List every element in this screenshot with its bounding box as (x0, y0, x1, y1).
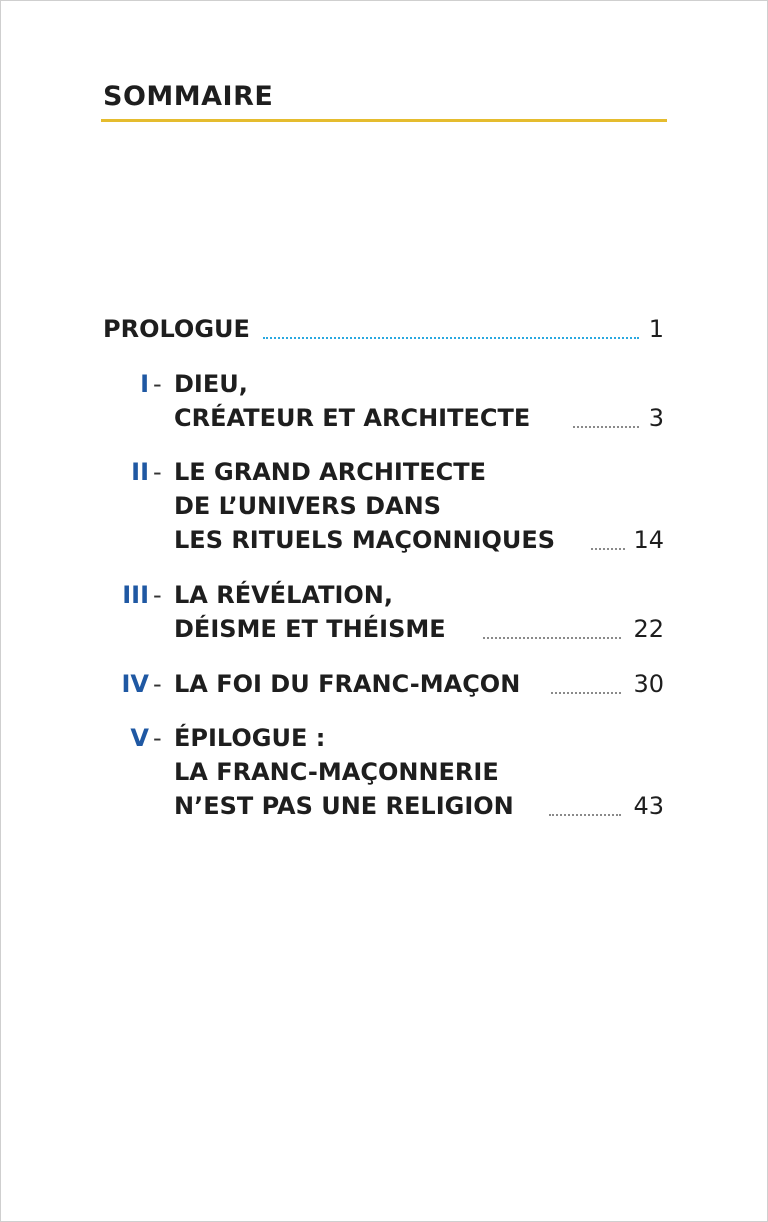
dot-leader (551, 692, 621, 694)
dot-leader (549, 814, 621, 816)
chapter-numeral: IV (121, 670, 149, 698)
chapter-numeral: V (130, 724, 149, 752)
chapter-numeral: II (131, 458, 149, 486)
toc-entry-5-cont[interactable] (1, 755, 768, 789)
toc-entry-5[interactable] (1, 721, 768, 755)
toc-entry-label: PROLOGUE (103, 315, 250, 343)
toc-entry-2[interactable] (1, 455, 768, 489)
toc-entry-line: LA FOI DU FRANC-MAÇON (174, 670, 521, 698)
dot-leader (263, 337, 639, 339)
dot-leader (483, 637, 621, 639)
numeral-separator: - (153, 370, 162, 398)
toc-entry-line: LES RITUELS MAÇONNIQUES (174, 526, 556, 554)
toc-entry-1-cont[interactable] (1, 401, 768, 435)
toc-page-number: 30 (633, 670, 664, 698)
chapter-numeral: I (140, 370, 149, 398)
toc-entry-line: LA RÉVÉLATION, (174, 581, 393, 609)
dot-leader (591, 548, 625, 550)
toc-entry-4[interactable] (1, 667, 768, 701)
numeral-separator: - (153, 581, 162, 609)
toc-entry-line: DÉISME ET THÉISME (174, 615, 446, 643)
toc-entry-2-cont[interactable] (1, 523, 768, 557)
toc-entry-line: ÉPILOGUE : (174, 724, 326, 752)
numeral-separator: - (153, 670, 162, 698)
dot-leader (573, 426, 639, 428)
toc-page-number: 43 (633, 792, 664, 820)
toc-entry-line: DE L’UNIVERS DANS (174, 492, 442, 520)
toc-entry-1[interactable] (1, 367, 768, 401)
toc-entry-5-cont[interactable] (1, 789, 768, 823)
toc-entry-prologue[interactable] (1, 312, 768, 346)
toc-entry-line: DIEU, (174, 370, 248, 398)
toc-entry-2-cont[interactable] (1, 489, 768, 523)
toc-entry-line: N’EST PAS UNE RELIGION (174, 792, 514, 820)
title-underline (101, 119, 667, 122)
page-title: SOMMAIRE (103, 81, 274, 112)
toc-entry-3-cont[interactable] (1, 612, 768, 646)
chapter-numeral: III (122, 581, 149, 609)
toc-page-number: 1 (648, 315, 664, 343)
toc-page-number: 14 (633, 526, 664, 554)
toc-page-number: 3 (648, 404, 664, 432)
toc-entry-line: CRÉATEUR ET ARCHITECTE (174, 404, 531, 432)
numeral-separator: - (153, 724, 162, 752)
toc-entry-line: LE GRAND ARCHITECTE (174, 458, 486, 486)
toc-entry-3[interactable] (1, 578, 768, 612)
toc-page-number: 22 (633, 615, 664, 643)
toc-entry-line: LA FRANC-MAÇONNERIE (174, 758, 499, 786)
numeral-separator: - (153, 458, 162, 486)
